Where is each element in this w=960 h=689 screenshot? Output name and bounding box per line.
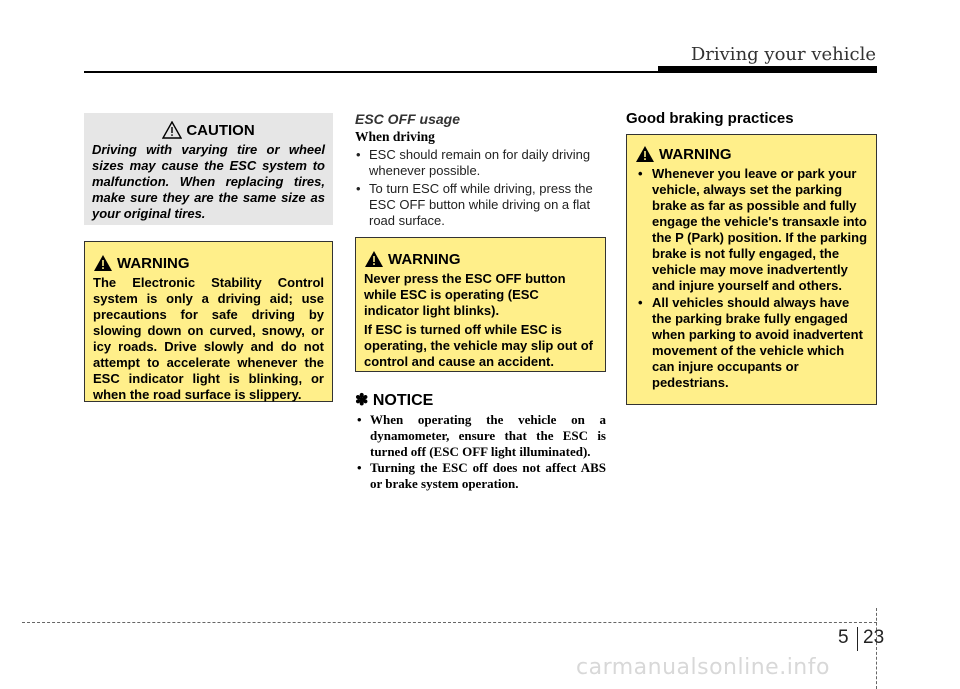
caution-header (92, 121, 325, 139)
warning-title: WARNING (388, 250, 461, 268)
warning-triangle-icon (93, 254, 113, 272)
esc-off-section (355, 111, 606, 231)
warning-header (635, 145, 868, 163)
when-driving-subheading: When driving (355, 129, 435, 144)
warning-box-parking (626, 134, 877, 405)
header-rule (84, 71, 676, 73)
caution-text: Driving with varying tire or wheel sizes may cause the ESC system to malfunction. When replacing tires, make sure they are the same size as your original tires. (92, 142, 325, 221)
notice-title: ✽ NOTICE (355, 392, 434, 409)
chapter-number: 5 (838, 627, 849, 648)
section-title: Driving your vehicle (690, 44, 876, 65)
warning-box-esc-off (355, 237, 606, 372)
notice-section (355, 390, 606, 492)
warning-triangle-icon (635, 145, 655, 163)
warning-text: The Electronic Stability Control system is only a driving aid; use precautions for safe driving by slowing down on curved, snowy, or icy roads. Drive slowly and do not attempt to accelerate whenever the ESC indicator light is blinking, or when the road surface is slippery. (93, 275, 324, 402)
warning-para-1: Never press the ESC OFF button while ESC is operating (ESC indicator light blinks). (364, 271, 566, 318)
list-item: • Turning the ESC off does not affect ABS or brake system operation. (355, 460, 606, 492)
page-number-divider (857, 627, 858, 651)
list-item: • When operating the vehicle on a dynamometer, ensure that the ESC is turned off (ESC OFF light illuminated). (355, 412, 606, 460)
warning-header (364, 250, 597, 268)
caution-triangle-icon (162, 121, 182, 139)
braking-heading: Good braking practices (626, 110, 794, 127)
warning-triangle-icon (364, 250, 384, 268)
warning-title: WARNING (117, 254, 190, 272)
header-rule-accent (658, 66, 877, 73)
list-item: • All vehicles should always have the parking brake fully engaged when parking to avoid inadvertent movement of the vehicle which can injure occupants or pedestrians. (635, 295, 868, 391)
parking-warning-list (635, 166, 868, 391)
page-number: 23 (863, 627, 885, 648)
list-item: • ESC should remain on for daily driving whenever possible. (355, 147, 606, 179)
caution-box (84, 113, 333, 225)
warning-para-2: If ESC is turned off while ESC is operating, the vehicle may slip out of control and cause an accident. (364, 322, 593, 369)
warning-box-esc (84, 241, 333, 402)
list-item: • Whenever you leave or park your vehicle, always set the parking brake as far as possible and fully engage the vehicle's transaxle into the P (Park) position. If the parking brake is not fully engaged, the vehicle may move inadvertently and injure yourself and others. (635, 166, 868, 294)
watermark: carmanualsonline.info (576, 655, 830, 680)
esc-off-heading: ESC OFF usage (355, 111, 461, 127)
footer-rule (22, 622, 877, 623)
esc-off-list (355, 147, 606, 229)
list-item: • To turn ESC off while driving, press the ESC OFF button while driving on a flat road surface. (355, 181, 606, 229)
notice-list (355, 412, 606, 492)
caution-title: CAUTION (186, 121, 255, 139)
warning-header (93, 254, 324, 272)
warning-title: WARNING (659, 145, 732, 163)
